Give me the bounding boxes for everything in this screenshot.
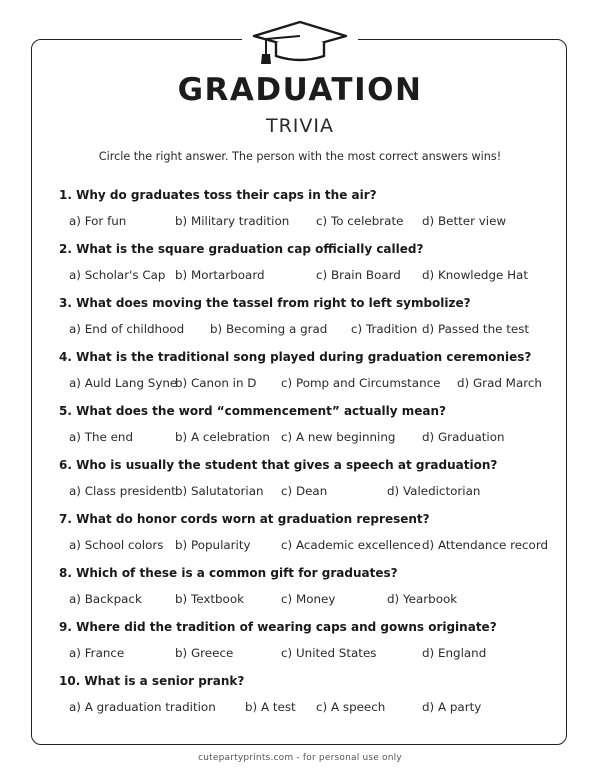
question-text: 1. Why do graduates toss their caps in the air? xyxy=(59,188,377,202)
question-text: 9. Where did the tradition of wearing caps and gowns originate? xyxy=(59,620,497,634)
answer-d[interactable]: d) Better view xyxy=(422,214,507,228)
question-7 xyxy=(59,512,559,554)
answer-row xyxy=(59,322,559,338)
question-text: 2. What is the square graduation cap officially called? xyxy=(59,242,424,256)
answer-d[interactable]: d) England xyxy=(422,646,487,660)
answer-row xyxy=(59,214,559,230)
instructions: Circle the right answer. The person with the most correct answers wins! xyxy=(98,150,502,163)
answer-c[interactable]: c) A new beginning xyxy=(281,430,396,444)
question-text: 10. What is a senior prank? xyxy=(59,674,245,688)
answer-d[interactable]: d) Graduation xyxy=(422,430,505,444)
answer-a[interactable]: a) Backpack xyxy=(69,592,142,606)
answer-c[interactable]: c) Pomp and Circumstance xyxy=(281,376,441,390)
answer-a[interactable]: a) A graduation tradition xyxy=(69,700,216,714)
answer-b[interactable]: b) Textbook xyxy=(175,592,244,606)
answer-c[interactable]: c) Tradition xyxy=(351,322,418,336)
question-10 xyxy=(59,674,559,716)
page-title: GRADUATION xyxy=(177,72,423,108)
answer-a[interactable]: a) School colors xyxy=(69,538,164,552)
answer-b[interactable]: b) A test xyxy=(245,700,296,714)
answer-row xyxy=(59,538,559,554)
answer-row xyxy=(59,646,559,662)
answer-b[interactable]: b) Military tradition xyxy=(175,214,290,228)
answer-d[interactable]: d) Passed the test xyxy=(422,322,530,336)
answer-d[interactable]: d) Valedictorian xyxy=(387,484,481,498)
question-text: 4. What is the traditional song played during graduation ceremonies? xyxy=(59,350,532,364)
answer-row xyxy=(59,268,559,284)
answer-row xyxy=(59,376,559,392)
answer-b[interactable]: b) Canon in D xyxy=(175,376,257,390)
answer-c[interactable]: c) A speech xyxy=(316,700,386,714)
answer-b[interactable]: b) Popularity xyxy=(175,538,251,552)
answer-c[interactable]: c) Academic excellence xyxy=(281,538,421,552)
answer-b[interactable]: b) Becoming a grad xyxy=(210,322,328,336)
answer-a[interactable]: a) Scholar's Cap xyxy=(69,268,166,282)
question-6 xyxy=(59,458,559,500)
answer-d[interactable]: d) Grad March xyxy=(457,376,542,390)
question-text: 5. What does the word “commencement” actually mean? xyxy=(59,404,447,418)
answer-d[interactable]: d) Attendance record xyxy=(422,538,549,552)
answer-c[interactable]: c) To celebrate xyxy=(316,214,404,228)
question-text: 3. What does moving the tassel from right to left symbolize? xyxy=(59,296,471,310)
answer-row xyxy=(59,430,559,446)
question-1 xyxy=(59,188,559,230)
answer-a[interactable]: a) For fun xyxy=(69,214,127,228)
question-text: 7. What do honor cords worn at graduation represent? xyxy=(59,512,430,526)
page-subtitle: TRIVIA xyxy=(265,115,334,137)
question-5 xyxy=(59,404,559,446)
answer-c[interactable]: c) Money xyxy=(281,592,336,606)
answer-d[interactable]: d) Knowledge Hat xyxy=(422,268,528,282)
answer-c[interactable]: c) United States xyxy=(281,646,377,660)
answer-a[interactable]: a) France xyxy=(69,646,125,660)
footer-credit: cutepartyprints.com - for personal use only xyxy=(198,753,402,763)
graduation-cap-icon xyxy=(242,12,358,70)
answer-row xyxy=(59,592,559,608)
question-3 xyxy=(59,296,559,338)
answer-b[interactable]: b) A celebration xyxy=(175,430,270,444)
question-8 xyxy=(59,566,559,608)
answer-a[interactable]: a) End of childhood xyxy=(69,322,185,336)
answer-c[interactable]: c) Brain Board xyxy=(316,268,401,282)
question-4 xyxy=(59,350,559,392)
question-text: 6. Who is usually the student that gives a speech at graduation? xyxy=(59,458,498,472)
answer-d[interactable]: d) Yearbook xyxy=(387,592,458,606)
answer-a[interactable]: a) The end xyxy=(69,430,133,444)
answer-row xyxy=(59,700,559,716)
question-9 xyxy=(59,620,559,662)
question-text: 8. Which of these is a common gift for graduates? xyxy=(59,566,398,580)
answer-c[interactable]: c) Dean xyxy=(281,484,328,498)
answer-d[interactable]: d) A party xyxy=(422,700,482,714)
answer-row xyxy=(59,484,559,500)
answer-a[interactable]: a) Class president xyxy=(69,484,176,498)
answer-a[interactable]: a) Auld Lang Syne xyxy=(69,376,178,390)
answer-b[interactable]: b) Mortarboard xyxy=(175,268,265,282)
answer-b[interactable]: b) Greece xyxy=(175,646,234,660)
answer-b[interactable]: b) Salutatorian xyxy=(175,484,264,498)
question-2 xyxy=(59,242,559,284)
